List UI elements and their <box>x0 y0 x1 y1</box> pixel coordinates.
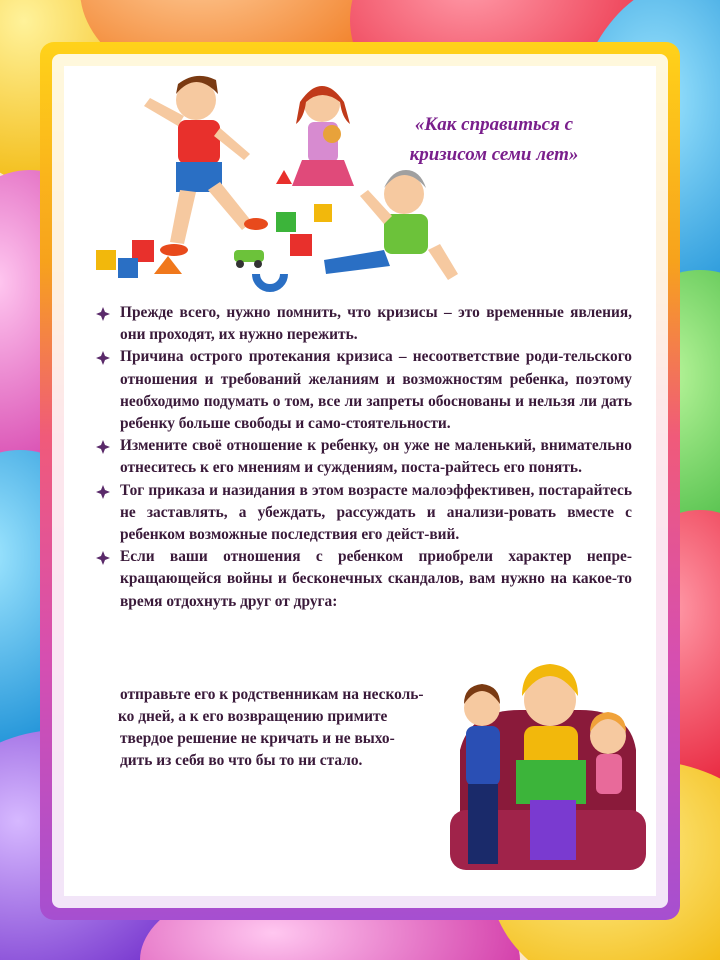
continuation-line-2: ко дней, а к его возвращению примите <box>118 708 388 725</box>
title-line-2: кризисом семи лет» <box>409 144 579 165</box>
diamond-bullet-icon <box>96 440 110 454</box>
tip-text: Если ваши отношения с ребенком приобрели характер непре-кращающейся войны и бесконечных скандалов, вам нужно на какое-то время отдохнуть друг от друга: <box>120 548 632 610</box>
tip-text: Измените своё отношение к ребенку, он уже не маленький, внимательно отнеситесь к его мнениям и суждениям, поста-райтесь его понять. <box>120 437 632 477</box>
diamond-bullet-icon <box>96 351 110 365</box>
children-playing-illustration <box>84 74 464 300</box>
page-title <box>376 110 612 170</box>
mother-reading-to-children-illustration <box>420 660 650 892</box>
continuation-line-3: твердое решение не кричать и не выхо- <box>120 730 395 747</box>
tips-list <box>92 302 632 613</box>
list-item <box>92 302 632 346</box>
list-item <box>92 546 632 613</box>
list-item <box>92 480 632 547</box>
diamond-bullet-icon <box>96 307 110 321</box>
tip-text: Тог приказа и назидания в этом возрасте малоэффективен, постарайтесь не заставлять, а убеждать, рассуждать и анализи-ровать вместе с ребенком возможные последствия его дейст-вий. <box>120 481 632 544</box>
tip-text: Прежде всего, нужно помнить, что кризисы – это временные явления, они проходят, их нужно пережить. <box>120 304 632 344</box>
list-item <box>92 435 632 479</box>
continuation-line-1: отправьте его к родственникам на несколь- <box>120 686 424 703</box>
continuation-line-4: дить из себя во что бы то ни стало. <box>120 752 363 769</box>
diamond-bullet-icon <box>96 551 110 565</box>
title-line-1: «Как справиться с <box>414 114 574 135</box>
running-boy-figure <box>144 76 268 256</box>
tip-text: Причина острого протекания кризиса – несоответствие роди-тельского отношения и требований желаниям и возможностям ребенка, поэтому необходимо подумать о том, все ли запреты обоснованы и нельзя ли дать ребенку больше свободы и само-стоятельности. <box>120 348 632 433</box>
sitting-boy-figure <box>324 170 458 280</box>
diamond-bullet-icon <box>96 485 110 499</box>
list-item <box>92 346 632 435</box>
